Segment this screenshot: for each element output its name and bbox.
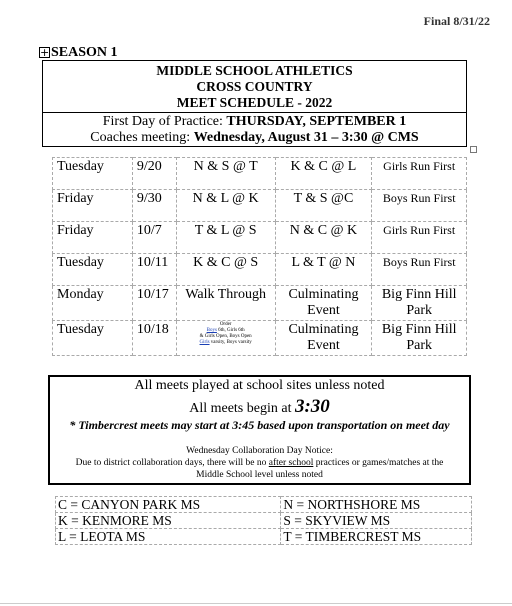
meet-cell: K & C @ L [275,158,372,190]
legend-row [56,513,472,529]
race-order-cell [176,321,275,356]
day-cell: Tuesday [53,321,133,356]
date-cell: 9/30 [132,190,176,222]
schedule-table [52,157,467,356]
note-cell: Big Finn Hill Park [372,321,467,356]
notice-sites: All meets played at school sites unless noted [134,378,385,393]
coaches-line: Coaches meeting: Wednesday, August 31 – 3:30 @ CMS [90,130,419,145]
title-line-3: MEET SCHEDULE - 2022 [176,95,333,110]
notice-timbercrest: * Timbercrest meets may start at 3:45 based upon transportation on meet day [69,418,450,432]
day-cell: Tuesday [53,158,133,190]
legend-row [56,529,472,545]
meet-cell: N & L @ K [176,190,275,222]
meet-cell: Walk Through [176,286,275,321]
date-cell: 10/18 [132,321,176,356]
day-cell: Tuesday [53,254,133,286]
note-cell: Big Finn Hill Park [372,286,467,321]
date-cell: 10/11 [132,254,176,286]
meet-cell: K & C @ S [176,254,275,286]
meet-cell: Culminating Event [275,286,372,321]
legend-row [56,497,472,513]
table-row [53,190,467,222]
day-cell: Friday [53,222,133,254]
day-cell: Friday [53,190,133,222]
practice-line: First Day of Practice: THURSDAY, SEPTEMBER 1 [102,114,407,129]
table-resize-handle[interactable] [470,146,477,153]
title-box [42,60,467,114]
legend-item: T = TIMBERCREST MS [281,529,472,545]
table-row [53,321,467,356]
race-order-note: Order Boys 6th, Girls 6th & Girls Open, Boys Open Girls varsity, Boys varsity [199,322,252,345]
meet-cell: T & L @ S [176,222,275,254]
note-cell: Girls Run First [372,222,467,254]
legend-item: K = KENMORE MS [56,513,281,529]
legend-item: S = SKYVIEW MS [281,513,472,529]
day-cell: Monday [53,286,133,321]
meet-cell: N & S @ T [176,158,275,190]
date-cell: 10/17 [132,286,176,321]
table-row [53,286,467,321]
meet-cell: N & C @ K [275,222,372,254]
notice-start-time: All meets begin at 3:30 [189,396,330,417]
date-cell: 9/20 [132,158,176,190]
legend-item: L = LEOTA MS [56,529,281,545]
date-cell: 10/7 [132,222,176,254]
legend-item: C = CANYON PARK MS [56,497,281,513]
practice-info-box [42,112,467,147]
document-version-label: Final 8/31/22 [423,14,490,28]
note-cell: Girls Run First [372,158,467,190]
meet-cell: T & S @C [275,190,372,222]
page-edge [0,603,512,604]
title-line-1: MIDDLE SCHOOL ATHLETICS [156,63,353,78]
meet-cell: L & T @ N [275,254,372,286]
meet-cell: Culminating Event [275,321,372,356]
school-legend [55,496,472,545]
table-row [53,254,467,286]
notice-box [48,375,471,485]
collaboration-notice: Wednesday Collaboration Day Notice: Due to district collaboration days, there will be no after school practices or games/matches at the Middle School level unless noted [75,446,444,480]
table-row [53,158,467,190]
table-row [53,222,467,254]
season-heading: SEASON 1 [51,45,118,60]
title-line-2: CROSS COUNTRY [196,79,313,94]
note-cell: Boys Run First [372,190,467,222]
note-cell: Boys Run First [372,254,467,286]
expand-icon[interactable]: + [40,46,50,59]
legend-item: N = NORTHSHORE MS [281,497,472,513]
